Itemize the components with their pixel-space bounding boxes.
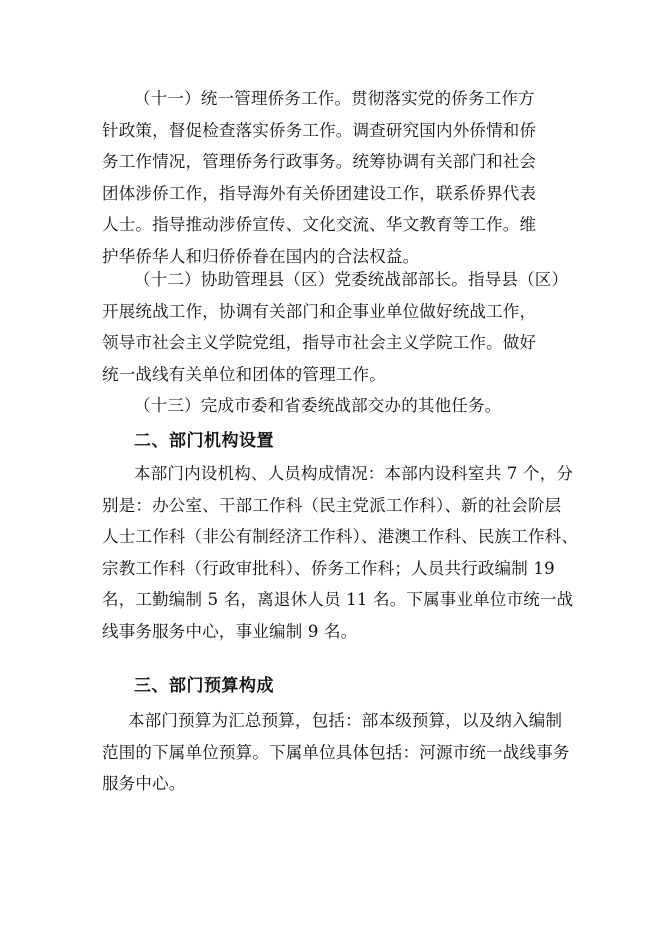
text-line: （十一）统一管理侨务工作。贯彻落实党的侨务工作方 <box>134 89 535 108</box>
text-line: 服务中心。 <box>102 774 186 793</box>
text-line: 本部门内设机构、人员构成情况：本部内设科室共 7 个，分 <box>134 464 574 483</box>
paragraph-item-12 <box>102 264 569 390</box>
text-line: 人士。指导推动涉侨宣传、文化交流、华文教育等工作。维 <box>102 215 537 234</box>
text-line: 别是：办公室、干部工作科（民主党派工作科）、新的社会阶层 <box>102 495 562 515</box>
text-line: 护华侨华人和归侨侨眷在国内的合法权益。 <box>102 246 420 266</box>
text-line: （十二）协助管理县（区）党委统战部部长。指导县（区） <box>134 270 569 289</box>
text-line: （十三）完成市委和省委统战部交办的其他任务。 <box>134 396 502 415</box>
text-line: 统一战线有关单位和团体的管理工作。 <box>102 364 386 384</box>
text-line: 宗教工作科（行政审批科）、侨务工作科；人员共行政编制 19 <box>102 558 555 578</box>
section-heading-org-structure: 二、部门机构设置 <box>134 431 274 451</box>
text-line: 务工作情况，管理侨务行政事务。统筹协调有关部门和社会 <box>102 152 537 171</box>
section-heading-budget: 三、部门预算构成 <box>134 676 274 696</box>
text-line: 针政策，督促检查落实侨务工作。调查研究国内外侨情和侨 <box>102 120 537 140</box>
paragraph-item-13 <box>102 390 564 422</box>
text-line: 本部门预算为汇总预算，包括：部本级预算，以及纳入编制 <box>128 711 563 730</box>
text-line: 人士工作科（非公有制经济工作科）、港澳工作科、民族工作科、 <box>102 527 579 546</box>
paragraph-budget <box>102 705 570 800</box>
text-line: 线事务服务中心，事业编制 9 名。 <box>102 621 358 641</box>
text-line: 开展统战工作，协调有关部门和企事业单位做好统战工作， <box>102 301 537 321</box>
text-line: 领导市社会主义学院党组，指导市社会主义学院工作。做好 <box>102 333 537 352</box>
text-line: 团体涉侨工作，指导海外有关侨团建设工作，联系侨界代表 <box>102 183 537 203</box>
text-line: 名，工勤编制 5 名，离退休人员 11 名。下属事业单位市统一战 <box>102 590 574 609</box>
text-line: 范围的下属单位预算。下属单位具体包括：河源市统一战线事务 <box>102 742 570 762</box>
paragraph-item-11 <box>102 83 564 272</box>
paragraph-org-structure <box>102 458 579 647</box>
